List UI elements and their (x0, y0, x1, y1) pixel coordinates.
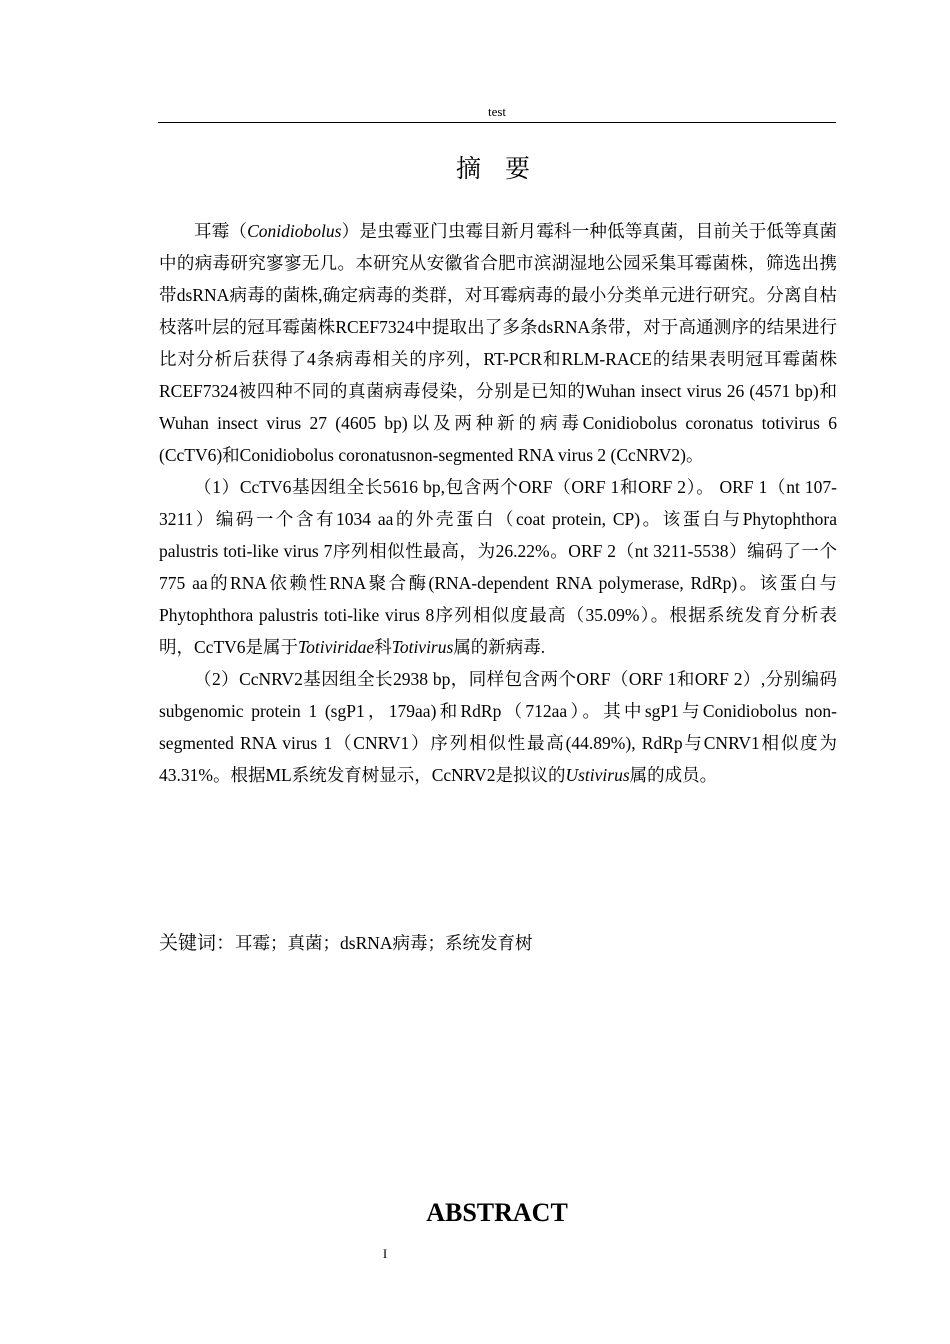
text-segment: 耳霉（ (194, 221, 248, 241)
abstract-body (159, 215, 837, 791)
english-abstract-title: ABSTRACT (426, 1198, 568, 1227)
text-segment: 属的成员。 (629, 765, 718, 785)
italic-term: Totiviridae (298, 637, 375, 657)
page-header: test (487, 104, 507, 119)
keywords-value: 耳霉；真菌；dsRNA病毒；系统发育树 (235, 933, 533, 953)
italic-term: Conidiobolus (247, 221, 342, 241)
text-segment: 科 (374, 637, 392, 657)
section-title: 摘 要 (456, 154, 538, 183)
text-segment: 属的新病毒. (453, 637, 546, 657)
italic-term: Ustivirus (565, 765, 630, 785)
abstract-paragraph (159, 471, 837, 663)
abstract-paragraph (159, 663, 837, 791)
text-segment: ）是虫霉亚门虫霉目新月霉科一种低等真菌，目前关于低等真菌中的病毒研究寥寥无几。本研究从安徽省合肥市滨湖湿地公园采集耳霉菌株，筛选出携带dsRNA病毒的菌株,确定病毒的类群，对耳霉病毒的最小分类单元进行研究。分离自枯枝落叶层的冠耳霉菌株RCEF7324中提取出了多条dsRNA条带，对于高通测序的结果进行比对分析后获得了4条病毒相关的序列，RT-PCR和RLM-RACE的结果表明冠耳霉菌株RCEF7324被四种不同的真菌病毒侵染，分别是已知的Wuhan insect virus 26 (4571 bp)和Wuhan insect virus 27 (4605 bp)以及两种新的病毒Conidiobolus coronatus totivirus 6 (CcTV6)和Conidiobolus coronatusnon-segmented RNA virus 2 (CcNRV2)。 (159, 221, 838, 465)
abstract-paragraph (159, 215, 837, 471)
keywords-line (159, 927, 837, 959)
text-segment: （2）CcNRV2基因组全长2938 bp，同样包含两个ORF（ORF 1和ORF 2）,分别编码subgenomic protein 1 (sgP1，179aa)和RdRp（712aa）。其中sgP1与Conidiobolus non-segmented RNA virus 1（CNRV1）序列相似性最高(44.89%), RdRp与CNRV1相似度为43.31%。根据ML系统发育树显示，CcNRV2是拟议的 (159, 669, 837, 785)
text-segment: （1）CcTV6基因组全长5616 bp,包含两个ORF（ORF 1和ORF 2）。 ORF 1（nt 107-3211）编码一个含有1034 aa的外壳蛋白（coat protein, CP)。该蛋白与Phytophthora palustris toti-like virus 7序列相似性最高，为26.22%。ORF 2（nt 3211-5538）编码了一个775 aa的RNA依赖性RNA聚合酶(RNA-dependent RNA polymerase, RdRp)。该蛋白与Phytophthora palustris toti-like virus 8序列相似度最高（35.09%）。根据系统发育分析表明，CcTV6是属于 (159, 477, 837, 657)
keywords-label: 关键词： (159, 932, 236, 954)
page-number: I (382, 1246, 388, 1261)
italic-term: Totivirus (391, 637, 454, 657)
header-rule (158, 122, 836, 123)
